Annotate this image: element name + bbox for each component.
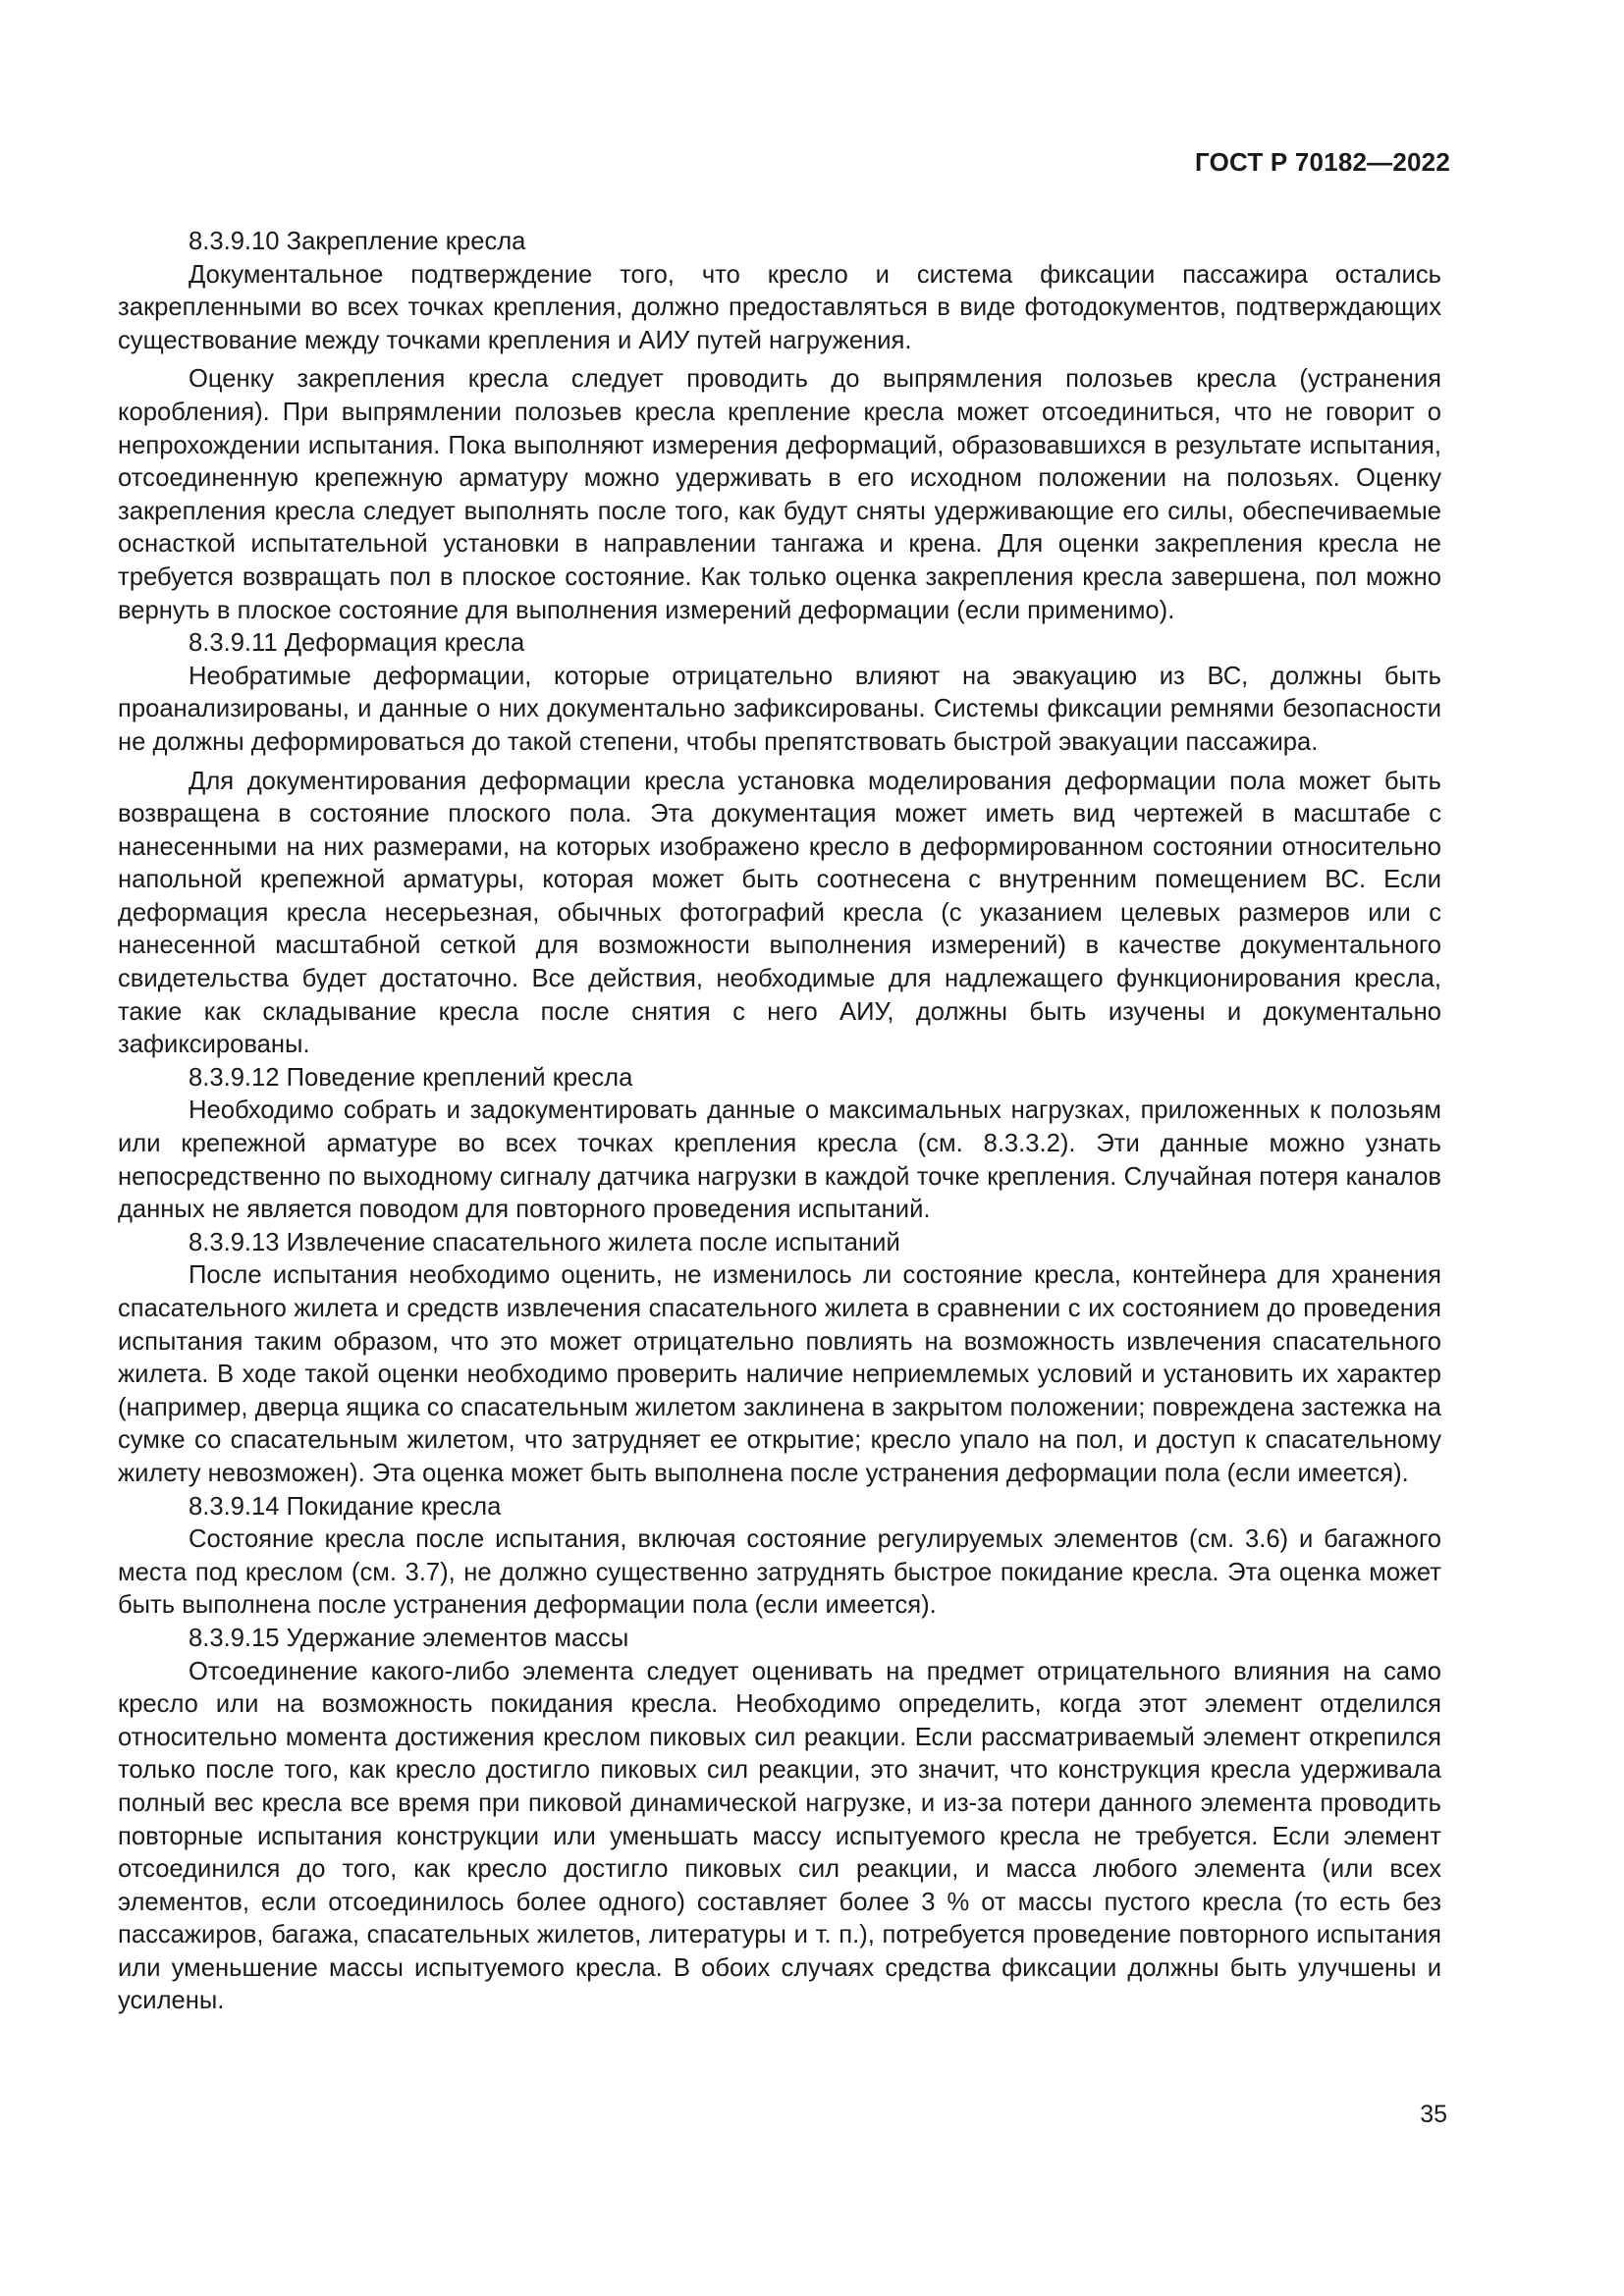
paragraph: Необходимо собрать и задокументировать данные о максимальных нагрузках, приложенных к полозьям или крепежной арматуре во всех точках крепления кресла (см. 8.3.3.2). Эти данные можно узнать непосредственно по выходному сигналу датчика нагрузки в каждой точке крепления. Случайная потеря каналов данных не является поводом для повторного проведения испытаний. xyxy=(118,1096,1441,1224)
section-heading-8-3-9-15: 8.3.9.15 Удержание элементов массы xyxy=(189,1624,629,1652)
document-code-header: ГОСТ Р 70182—2022 xyxy=(1195,147,1450,177)
paragraph: Документальное подтверждение того, что кресло и система фиксации пассажира остались закрепленными во всех точках крепления, должно предоставляться в виде фотодокументов, подтверждающих существование между точками крепления и АИУ путей нагружения. xyxy=(118,260,1441,354)
page-number: 35 xyxy=(1420,2101,1447,2128)
paragraph: Отсоединение какого-либо элемента следует оценивать на предмет отрицательного влияния на само кресло или на возможность покидания кресла. Необходимо определить, когда этот элемент отделился относительно момента достижения креслом пиковых сил реакции. Если рассматриваемый элемент открепился только после того, как кресло достигло пиковых сил реакции, это значит, что конструкция кресла удерживала полный вес кресла все время при пиковой динамической нагрузке, и из-за потери данного элемента проводить повторные испытания конструкции или уменьшать массу испытуемого кресла не требуется. Если элемент отсоединился до того, как кресло достигло пиковых сил реакции, и масса любого элемента (или всех элементов, если отсоединилось более одного) составляет более 3 % от массы пустого кресла (то есть без пассажиров, багажа, спасательных жилетов, литературы и т. п.), потребуется проведение повторного испытания или уменьшение массы испытуемого кресла. В обоих случаях средства фиксации должны быть улучшены и усилены. xyxy=(118,1657,1441,2015)
paragraph: Состояние кресла после испытания, включая состояние регулируемых элементов (см. 3.6) и багажного места под креслом (см. 3.7), не должно существенно затруднять быстрое покидание кресла. Эта оценка может быть выполнена после устранения деформации пола (если имеется). xyxy=(118,1525,1441,1620)
section-heading-8-3-9-11: 8.3.9.11 Деформация кресла xyxy=(189,629,525,658)
paragraph: Для документирования деформации кресла установка моделирования деформации пола может быть возвращена в состояние плоского пола. Эта документация может иметь вид чертежей в масштабе с нанесенными на них размерами, на которых изображено кресло в деформированном состоянии относительно напольной крепежной арматуры, которая может быть соотнесена с внутренним помещением ВС. Если деформация кресла несерьезная, обычных фотографий кресла (с указанием целевых размеров или с нанесенной масштабной сеткой для возможности выполнения измерений) в качестве документального свидетельства будет достаточно. Все действия, необходимые для надлежащего функционирования кресла, такие как складывание кресла после снятия с него АИУ, должны быть изучены и документально зафиксированы. xyxy=(118,767,1441,1059)
paragraph: Необратимые деформации, которые отрицательно влияют на эвакуацию из ВС, должны быть проанализированы, и данные о них документально зафиксированы. Системы фиксации ремнями безопасности не должны деформироваться до такой степени, чтобы препятствовать быстрой эвакуации пассажира. xyxy=(118,662,1441,756)
paragraph: Оценку закрепления кресла следует проводить до выпрямления полозьев кресла (устранения коробления). При выпрямлении полозьев кресла крепление кресла может отсоединиться, что не говорит о непрохождении испытания. Пока выполняют измерения деформаций, образовавшихся в результате испытания, отсоединенную крепежную арматуру можно удерживать в его исходном положении на полозьях. Оценку закрепления кресла следует выполнять после того, как будут сняты удерживающие его силы, обеспечиваемые оснасткой испытательной установки в направлении тангажа и крена. Для оценки закрепления кресла не требуется возвращать пол в плоское состояние. Как только оценка закрепления кресла завершена, пол можно вернуть в плоское состояние для выполнения измерений деформации (если применимо). xyxy=(118,365,1441,624)
section-heading-8-3-9-10: 8.3.9.10 Закрепление кресла xyxy=(189,228,526,255)
section-heading-8-3-9-13: 8.3.9.13 Извлечение спасательного жилета после испытаний xyxy=(189,1228,900,1256)
section-heading-8-3-9-12: 8.3.9.12 Поведение креплений кресла xyxy=(189,1063,633,1092)
document-body xyxy=(118,226,1441,2018)
section-heading-8-3-9-14: 8.3.9.14 Покидание кресла xyxy=(189,1492,502,1521)
paragraph: После испытания необходимо оценить, не изменилось ли состояние кресла, контейнера для хранения спасательного жилета и средств извлечения спасательного жилета в сравнении с их состоянием до проведения испытания таким образом, что это может отрицательно повлиять на возможность извлечения спасательного жилета. В ходе такой оценки необходимо проверить наличие неприемлемых условий и установить их характер (например, дверца ящика со спасательным жилетом заклинена в закрытом положении; повреждена застежка на сумке со спасательным жилетом, что затрудняет ее открытие; кресло упало на пол, и доступ к спасательному жилету невозможен). Эта оценка может быть выполнена после устранения деформации пола (если имеется). xyxy=(118,1261,1441,1487)
